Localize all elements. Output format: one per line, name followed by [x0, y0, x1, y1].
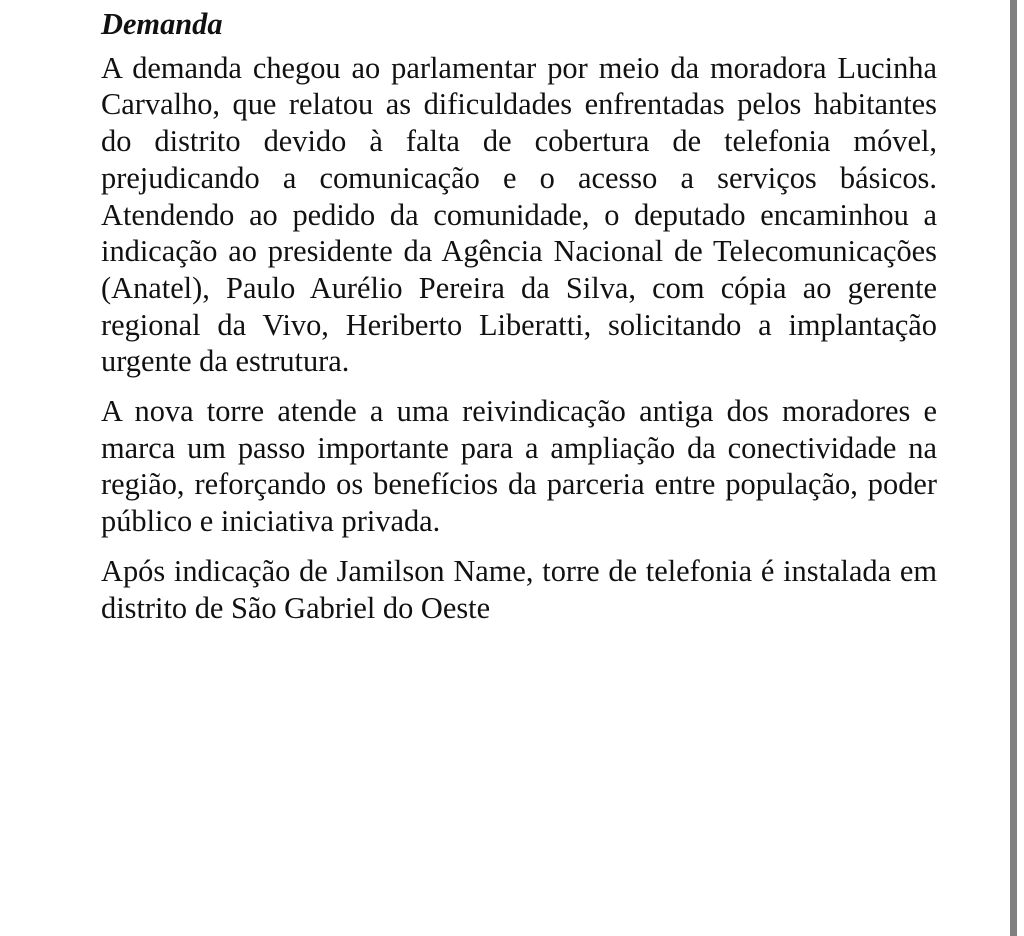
- section-heading: Demanda: [101, 7, 223, 41]
- paragraph-demand: A demanda chegou ao parlamentar por meio da moradora Lucinha Carvalho, que relatou as dificuldades enfrentadas pelos habitantes do distrito devido à falta de cobertura de telefonia móvel, prejudicando a comunicação e o acesso a serviços básicos. Atendendo ao pedido da comunidade, o deputado encaminhou a indicação ao presidente da Agência Nacional de Telecomunicações (Anatel), Paulo Aurélio Pereira da Silva, com cópia ao gerente regional da Vivo, Heriberto Liberatti, solicitando a implantação urgente da estrutura.: [101, 50, 937, 379]
- related-headline-link[interactable]: Após indicação de Jamilson Name, torre de telefonia é instalada em distrito de São Gabriel do Oeste: [101, 553, 937, 625]
- article-body: [101, 6, 937, 639]
- vertical-scrollbar[interactable]: [1010, 0, 1017, 936]
- paragraph-new-tower: A nova torre atende a uma reivindicação antiga dos moradores e marca um passo importante para a ampliação da conectividade na região, reforçando os benefícios da parceria entre população, poder público e iniciativa privada.: [101, 394, 937, 539]
